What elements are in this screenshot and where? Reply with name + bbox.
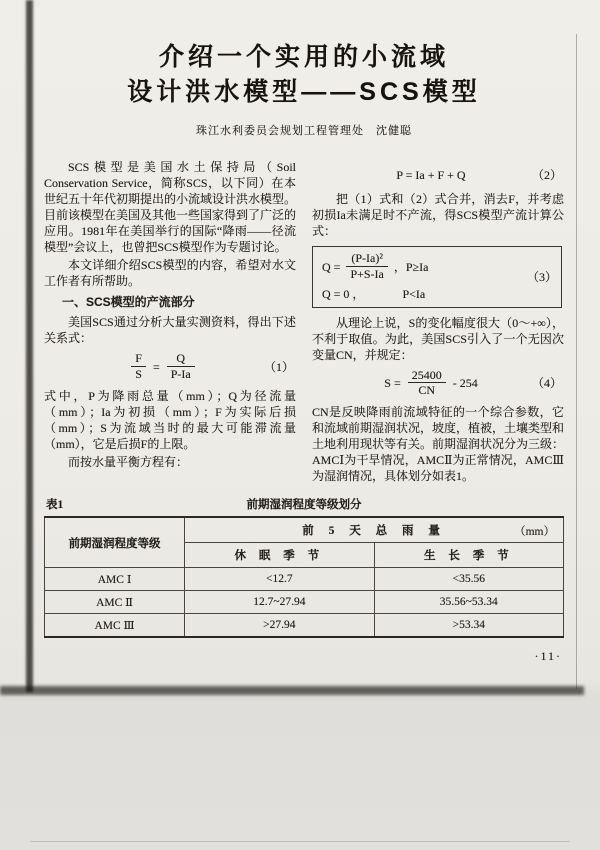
frac-denominator: P+S-Ia <box>346 266 387 282</box>
header-rain-unit: （mm） <box>514 526 555 539</box>
frac-numerator: (P-Ia)² <box>351 251 383 265</box>
frac-denominator: P-Ia <box>167 366 195 382</box>
cell-growing: >53.34 <box>374 614 563 638</box>
frac-numerator: 25400 <box>411 367 442 382</box>
table-row <box>45 591 564 614</box>
table-header-row-1 <box>45 517 564 543</box>
table-label: 表1 <box>46 499 64 512</box>
scan-edge-right <box>576 34 577 689</box>
table-row <box>45 614 564 638</box>
table-section <box>44 496 564 638</box>
header-growing-season: 生 长 季 节 <box>374 543 563 568</box>
header-moisture-level: 前期湿润程度等级 <box>45 517 185 568</box>
left-column <box>44 159 296 486</box>
paragraph-CN-description: CN是反映降雨前流域特征的一个综合参数，它和流域前期湿润状况，坡度，植被，土壤类型和土地利用现状等有关。前期湿润状况分为三级：AMCⅠ为干旱情况，AMCⅡ为正常情况，AMCⅢ为湿润情况，具体划分如表1。 <box>312 405 565 484</box>
header-five-day-rain <box>185 517 564 543</box>
frac-denominator: S <box>131 366 146 382</box>
paragraph-relation-intro: 美国SCS通过分析大量实测资料，得出下述关系式： <box>44 315 296 345</box>
amc-table <box>44 516 564 638</box>
paragraph-intro: SCS模型是美国水土保持局（Soil Conservation Service，简称SCS，以下同）在本世纪五十年代初期提出的小流域设计洪水模型。目前该模型在美国及其他一些国家得到了广泛的应用。1981年在美国举行的国际“降雨——径流模型”会议上，也曾把SCS模型作为专题讨论。 <box>44 160 297 254</box>
scan-edge-left <box>26 0 33 692</box>
formula-number: （1） <box>263 359 294 374</box>
paragraph-S-range: 从理论上说，S的变化幅度很大（0～+∞），不利于取值。为此，美国SCS引入了一个无因次变量CN，并规定： <box>312 315 564 362</box>
cell-dormant: >27.94 <box>185 614 374 638</box>
page-number: ·11· <box>534 649 562 664</box>
article-title <box>44 40 564 109</box>
scan-edge-bottom <box>0 686 584 695</box>
formula-number: （2） <box>531 168 562 182</box>
fraction-runoff <box>346 252 387 282</box>
fraction-F-S <box>131 352 146 382</box>
formula-3-condition: ，P≥Ia <box>393 259 429 274</box>
frac-numerator: Q <box>176 351 186 365</box>
cell-dormant: 12.7~27.94 <box>185 591 374 614</box>
cell-level: AMC Ⅰ <box>45 568 185 591</box>
byline: 珠江水利委员会规划工程管理处 沈健聪 <box>196 125 412 137</box>
formula-3-line2 <box>322 286 527 302</box>
formula-3-lhs2: Q = 0 ， <box>322 286 365 301</box>
header-dormant-season: 休 眠 季 节 <box>185 543 374 568</box>
cell-level: AMC Ⅱ <box>45 591 185 614</box>
right-column <box>312 159 564 486</box>
frac-numerator: F <box>135 351 142 365</box>
formula-2-expression: P = Ia + F + Q <box>396 168 466 182</box>
article-title-line1: 介绍一个实用的小流域 <box>158 43 449 71</box>
paragraph-purpose: 本文详细介绍SCS模型的内容，希望对水文工作者有所帮助。 <box>44 258 296 288</box>
scan-bed-line <box>30 841 570 842</box>
frac-denominator: CN <box>408 382 446 398</box>
fraction-25400-CN <box>408 369 446 399</box>
two-column-body <box>44 159 564 486</box>
paragraph-combine-eqs: 把（1）式和（2）式合并，消去F，并考虑初损Ia未满足时不产流，得SCS模型产流计算公式： <box>312 192 564 238</box>
paragraph-symbol-definitions: 式中，P为降雨总量（mm）；Q为径流量（mm）；Ia为初损（mm）；F为实际后损（mm）；S为流域当时的最大可能滞流量（mm），它是后损F的上限。 <box>44 388 296 451</box>
formula-4-tail: - 254 <box>452 376 478 391</box>
formula-3-lhs: Q = <box>322 259 341 274</box>
table-row <box>45 568 564 591</box>
formula-number: （3） <box>526 269 557 284</box>
fraction-Q-PIa <box>167 352 195 382</box>
cell-growing: <35.56 <box>374 568 563 591</box>
paragraph-water-balance: 而按水量平衡方程有： <box>68 454 189 469</box>
cell-level: AMC Ⅲ <box>45 614 185 638</box>
formula-2 <box>312 165 562 185</box>
cell-growing: 35.56~53.34 <box>374 591 563 614</box>
formula-1 <box>44 351 294 382</box>
formula-4-lhs: S = <box>384 376 401 391</box>
cell-dormant: <12.7 <box>185 568 374 591</box>
header-five-day-rain-text: 前 5 天 总 雨 量 <box>302 525 446 538</box>
section-heading: 一、SCS模型的产流部分 <box>62 295 195 309</box>
formula-3-line1 <box>322 252 527 282</box>
equals-sign: = <box>152 359 160 374</box>
article-title-line2: 设计洪水模型——SCS模型 <box>127 77 481 106</box>
table-caption: 前期湿润程度等级划分 <box>246 499 362 512</box>
table-caption-row <box>44 496 564 512</box>
article-content <box>44 40 564 664</box>
formula-3-box <box>312 246 562 308</box>
formula-3-condition2: P<Ia <box>402 286 426 301</box>
formula-number: （4） <box>531 376 562 391</box>
formula-4 <box>312 367 562 399</box>
